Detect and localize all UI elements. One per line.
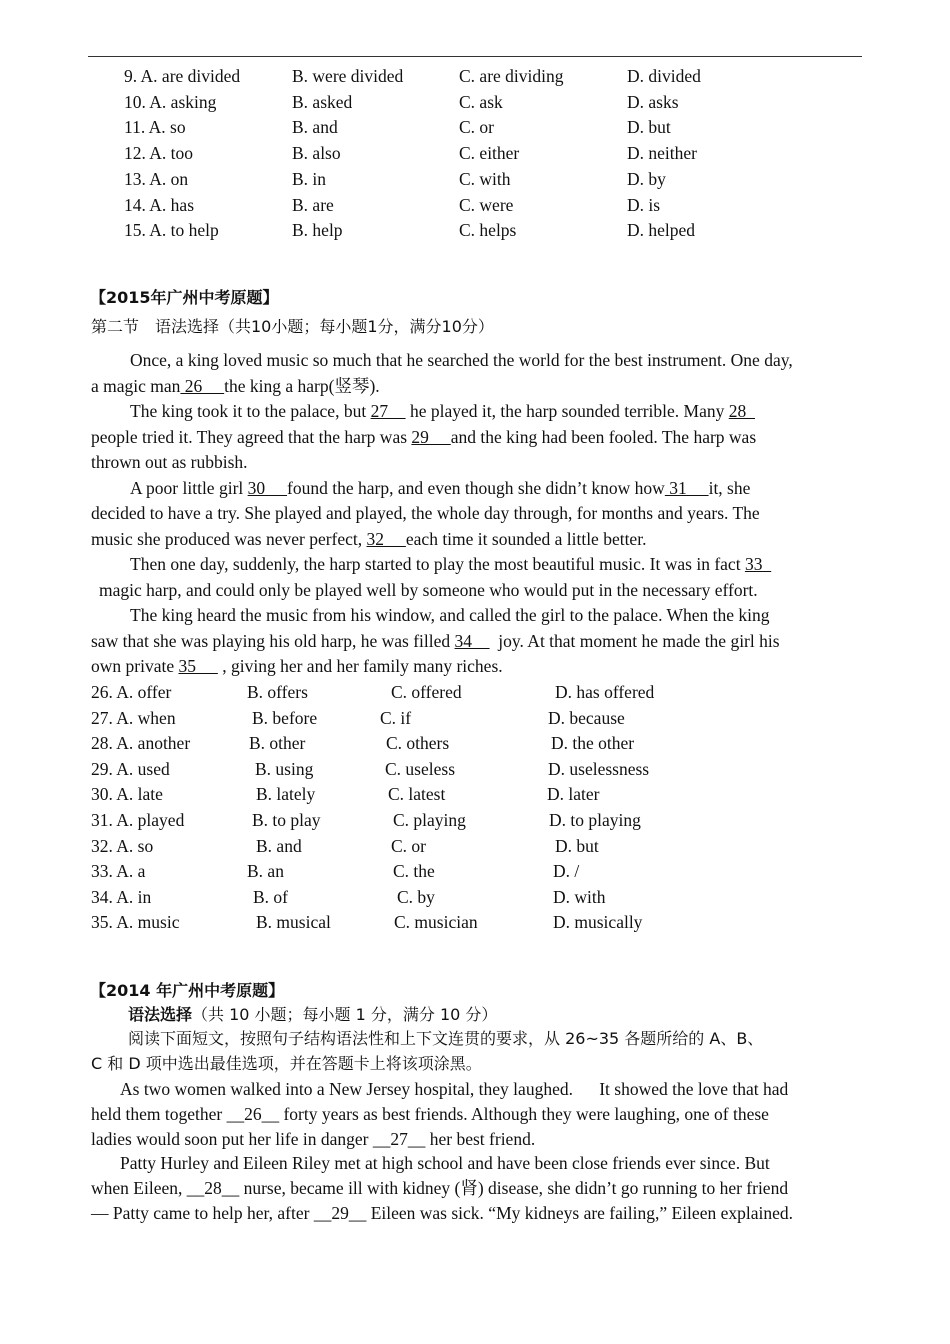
- passage-line: [99, 578, 758, 602]
- passage-text: — Patty came to help her, after __29__ Eileen was sick. “My kidneys are failing,” Eileen explained.: [91, 1203, 793, 1223]
- passage-line: [91, 654, 503, 678]
- option-c: C. if: [380, 707, 412, 728]
- passage-text: Then one day, suddenly, the harp started to play the most beautiful music. It was in fact: [130, 554, 745, 574]
- blank-underline: 29: [411, 426, 451, 447]
- option-b: B. and: [256, 835, 302, 856]
- option-a: 34. A. in: [91, 886, 152, 907]
- passage-line: [91, 1176, 788, 1200]
- option-c: C. offered: [391, 682, 462, 702]
- option-c: C. or: [459, 117, 494, 138]
- option-c: C. by: [397, 886, 435, 907]
- passage-text: found the harp, and even though she didn’t know how: [287, 477, 665, 498]
- option-d: D. neither: [627, 143, 697, 164]
- passage-text: music she produced was never perfect,: [91, 528, 367, 549]
- passage-line: [130, 348, 793, 372]
- subheading-bold: 语法选择: [128, 1005, 193, 1024]
- option-a: 12. A. too: [124, 143, 194, 164]
- option-d: D. because: [548, 707, 625, 728]
- passage-line: [91, 425, 756, 449]
- passage-text: decided to have a try. She played and played, the whole day through, for months and years. The: [91, 503, 760, 523]
- option-b: B. are: [292, 194, 334, 215]
- option-d: D. is: [627, 194, 661, 215]
- blank-underline: 31: [664, 477, 709, 498]
- option-c: C. latest: [388, 784, 446, 805]
- option-a: 13. A. on: [124, 168, 189, 189]
- option-d: D. has offered: [555, 682, 655, 702]
- passage-line: [91, 629, 780, 653]
- passage-text: joy. At that moment he made the girl his: [489, 630, 780, 651]
- passage-text: saw that she was playing his old harp, he was filled: [91, 630, 455, 651]
- passage-text: A poor little girl: [130, 477, 248, 498]
- option-c: C. are dividing: [459, 66, 564, 86]
- option-d: D. uselessness: [548, 758, 650, 779]
- option-d: D. but: [555, 835, 599, 856]
- option-c: C. others: [386, 733, 450, 754]
- option-b: B. musical: [256, 912, 331, 933]
- option-a: 33. A. a: [91, 861, 146, 882]
- passage-text: he played it, the harp sounded terrible. Many: [405, 401, 729, 421]
- option-d: D. but: [627, 117, 671, 138]
- section-subheading: 第二节 语法选择（共10小题；每小题1分，满分10分）: [91, 317, 494, 336]
- option-d: D. the other: [551, 733, 635, 754]
- passage-line: [120, 1077, 788, 1101]
- passage-line: [130, 399, 755, 423]
- option-a: 27. A. when: [91, 707, 176, 728]
- option-d: D. later: [547, 784, 600, 805]
- option-c: C. musician: [394, 912, 478, 933]
- option-b: B. asked: [292, 91, 353, 112]
- passage-line: [91, 1127, 535, 1151]
- passage-text: The king took it to the palace, but: [130, 401, 371, 421]
- passage-text: ladies would soon put her life in danger __27__ her best friend.: [91, 1128, 536, 1149]
- option-a: 29. A. used: [91, 758, 170, 779]
- option-a: 9. A. are divided: [124, 66, 241, 86]
- passage-text: thrown out as rubbish.: [91, 452, 248, 472]
- blank-underline: 35: [178, 656, 218, 676]
- passage-text: The king heard the music from his window, and called the girl to the palace. When the king: [130, 605, 770, 625]
- option-a: 30. A. late: [91, 784, 163, 805]
- option-d: D. to playing: [549, 810, 641, 830]
- option-d: D. /: [553, 861, 580, 882]
- option-c: C. playing: [393, 810, 466, 830]
- option-a: 35. A. music: [91, 912, 180, 933]
- passage-text: own private: [91, 656, 179, 676]
- header-rule: [88, 56, 862, 57]
- option-a: 32. A. so: [91, 835, 154, 856]
- option-b: B. using: [255, 758, 314, 779]
- subheading-rest: （共 10 小题；每小题 1 分，满分 10 分）: [192, 1005, 498, 1024]
- passage-line: [91, 501, 760, 525]
- option-a: 31. A. played: [91, 810, 185, 830]
- passage-line: [130, 603, 770, 627]
- passage-text: when Eileen, __28__ nurse, became ill with kidney (肾) disease, she didn’t go running to her friend: [91, 1178, 789, 1199]
- passage-text: held them together __26__ forty years as best friends. Although they were laughing, one of these: [91, 1103, 769, 1124]
- blank-underline: 32: [366, 528, 406, 549]
- blank-underline: 27: [370, 401, 406, 421]
- option-b: B. of: [253, 886, 288, 907]
- passage-text: magic harp, and could only be played well by someone who would put in the necessary effort.: [99, 579, 758, 600]
- option-a: 15. A. to help: [124, 220, 219, 241]
- section-subheading: [128, 1003, 497, 1027]
- option-d: D. divided: [627, 66, 701, 86]
- passage-line: [91, 1201, 793, 1225]
- option-b: B. were divided: [292, 66, 404, 86]
- option-b: B. to play: [252, 810, 321, 830]
- passage-line: [91, 374, 380, 398]
- blank-underline: 30: [247, 477, 288, 498]
- option-c: C. were: [459, 194, 514, 215]
- passage-line: [91, 450, 248, 474]
- option-b: B. help: [292, 220, 343, 241]
- passage-line: [91, 1102, 769, 1126]
- passage-text: , giving her and her family many riches.: [217, 656, 503, 676]
- option-b: B. also: [292, 143, 341, 164]
- passage-text: a magic man: [91, 375, 181, 396]
- instructions-line: C 和 D 项中选出最佳选项，并在答题卡上将该项涂黑。: [91, 1054, 482, 1073]
- option-c: C. helps: [459, 220, 517, 241]
- option-d: D. with: [553, 886, 606, 907]
- blank-underline: 33: [744, 554, 772, 574]
- passage-text: the king a harp(竖琴).: [224, 375, 380, 396]
- option-b: B. and: [292, 117, 338, 138]
- option-d: D. musically: [553, 912, 643, 933]
- option-c: C. or: [391, 835, 426, 856]
- passage-line: [130, 552, 771, 576]
- blank-underline: 28: [728, 401, 755, 421]
- option-c: C. the: [393, 861, 435, 882]
- option-c: C. ask: [459, 91, 503, 112]
- passage-line: [91, 527, 646, 551]
- option-b: B. in: [292, 168, 327, 189]
- passage-text: people tried it. They agreed that the harp was: [91, 426, 412, 447]
- option-c: C. with: [459, 168, 511, 189]
- passage-text: As two women walked into a New Jersey hospital, they laughed. It showed the love that had: [120, 1079, 789, 1099]
- section-heading: 【2015年广州中考原题】: [90, 288, 279, 307]
- blank-underline: 34: [454, 630, 490, 651]
- option-b: B. before: [252, 707, 318, 728]
- option-b: B. other: [249, 733, 306, 754]
- option-a: 26. A. offer: [91, 682, 172, 702]
- section-heading: 【2014 年广州中考原题】: [90, 981, 285, 1000]
- instructions-line: 阅读下面短文，按照句子结构语法性和上下文连贯的要求，从 26~35 各题所给的 A、B、: [128, 1029, 764, 1048]
- option-b: B. offers: [247, 682, 308, 702]
- option-d: D. by: [627, 168, 666, 189]
- option-c: C. useless: [385, 758, 455, 779]
- passage-line: [120, 1151, 770, 1175]
- option-a: 14. A. has: [124, 194, 194, 215]
- option-a: 10. A. asking: [124, 91, 217, 112]
- option-d: D. helped: [627, 220, 696, 241]
- passage-text: and the king had been fooled. The harp was: [450, 426, 757, 447]
- option-a: 28. A. another: [91, 733, 191, 754]
- passage-text: each time it sounded a little better.: [405, 528, 647, 549]
- option-b: B. lately: [256, 784, 316, 805]
- option-b: B. an: [247, 861, 284, 882]
- option-a: 11. A. so: [124, 117, 186, 138]
- passage-text: it, she: [708, 477, 751, 498]
- blank-underline: 26: [180, 375, 225, 396]
- passage-text: Once, a king loved music so much that he searched the world for the best instrument. One day,: [130, 350, 793, 370]
- passage-line: [130, 476, 750, 500]
- option-c: C. either: [459, 143, 520, 164]
- option-d: D. asks: [627, 91, 679, 112]
- passage-text: Patty Hurley and Eileen Riley met at high school and have been close friends ever since. But: [120, 1153, 770, 1174]
